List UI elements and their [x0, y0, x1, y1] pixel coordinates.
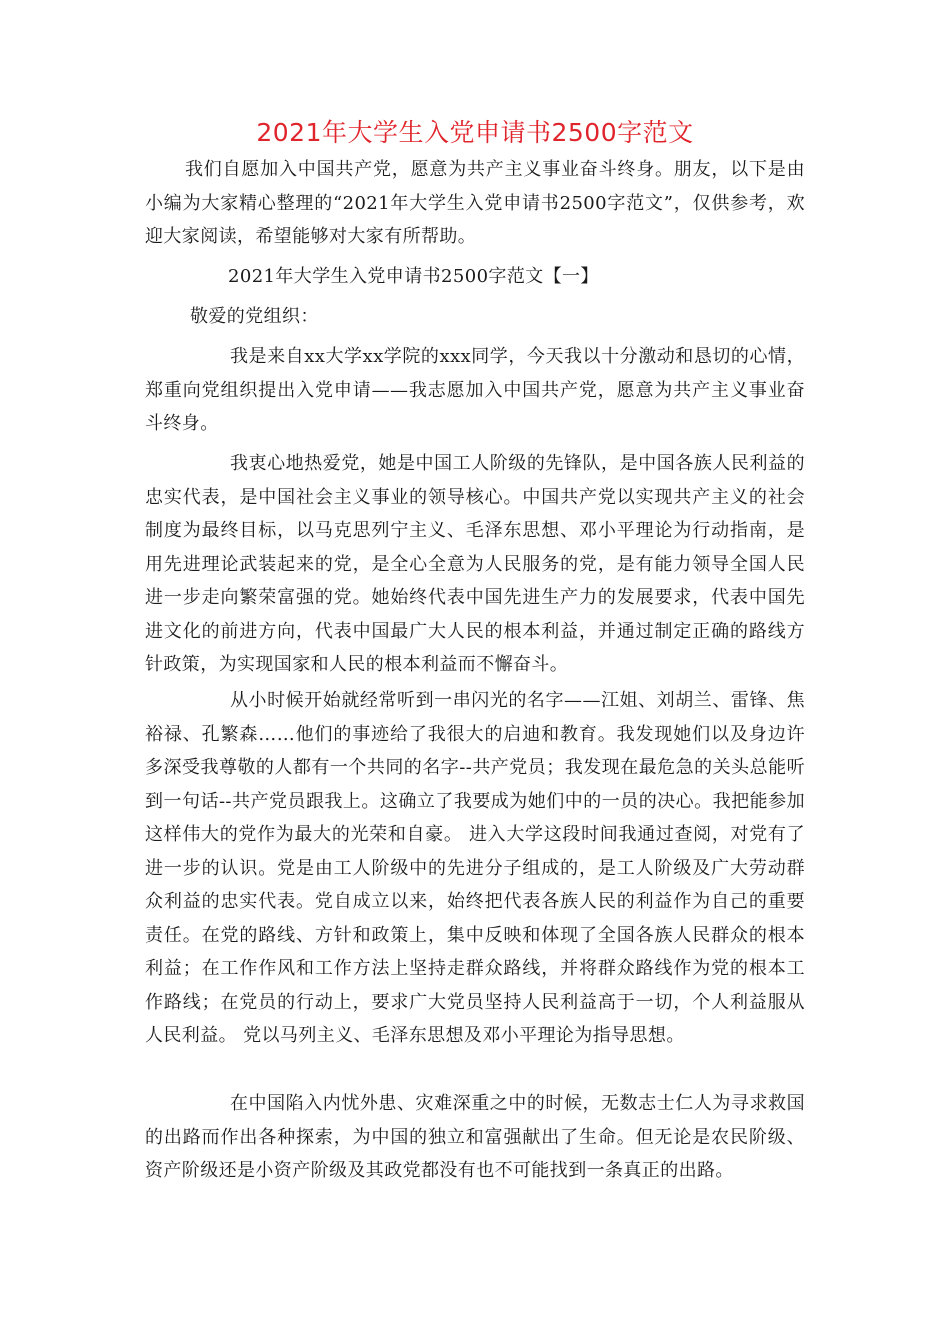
salutation: 敬爱的党组织： [190, 306, 319, 327]
section-heading: 2021年大学生入党申请书2500字范文【一】 [228, 266, 599, 287]
body-paragraph-4: 在中国陷入内忧外患、灾难深重之中的时候，无数志士仁人为寻求救国的出路而作出各种探索，为中国的独立和富强献出了生命。但无论是农民阶级、资产阶级还是小资产阶级及其政党都没有也不可能找到一条真正的出路。 [145, 1093, 805, 1181]
document-title: 2021年大学生入党申请书2500字范文 [256, 118, 694, 147]
body-paragraph-2: 我衷心地热爱党，她是中国工人阶级的先锋队，是中国各族人民利益的忠实代表，是中国社会主义事业的领导核心。中国共产党以实现共产主义的社会制度为最终目标，以马克思列宁主义、毛泽东思想、邓小平理论为行动指南，是用先进理论武装起来的党，是全心全意为人民服务的党，是有能力领导全国人民进一步走向繁荣富强的党。她始终代表中国先进生产力的发展要求，代表中国先进文化的前进方向，代表中国最广大人民的根本利益，并通过制定正确的路线方针政策，为实现国家和人民的根本利益而不懈奋斗。 [145, 453, 805, 675]
body-paragraph-1: 我是来自xx大学xx学院的xxx同学，今天我以十分激动和恳切的心情，郑重向党组织提出入党申请——我志愿加入中国共产党，愿意为共产主义事业奋斗终身。 [145, 346, 805, 434]
body-paragraph-3: 从小时候开始就经常听到一串闪光的名字——江姐、刘胡兰、雷锋、焦裕禄、孔繁森……他们的事迹给了我很大的启迪和教育。我发现她们以及身边许多深受我尊敬的人都有一个共同的名字--共产党员；我发现在最危急的关头总能听到一句话--共产党员跟我上。这确立了我要成为她们中的一员的决心。我把能参加这样伟大的党作为最大的光荣和自豪。 进入大学这段时间我通过查阅，对党有了进一步的认识。党是由工人阶级中的先进分子组成的，是工人阶级及广大劳动群众利益的忠实代表。党自成立以来，始终把代表各族人民的利益作为自己的重要责任。在党的路线、方针和政策上，集中反映和体现了全国各族人民群众的根本利益；在工作作风和工作方法上坚持走群众路线，并将群众路线作为党的根本工作路线；在党员的行动上，要求广大党员坚持人民利益高于一切，个人利益服从人民利益。 党以马列主义、毛泽东思想及邓小平理论为指导思想。 [145, 690, 805, 1046]
intro-paragraph: 我们自愿加入中国共产党，愿意为共产主义事业奋斗终身。朋友，以下是由小编为大家精心整理的“2021年大学生入党申请书2500字范文”，仅供参考，欢迎大家阅读，希望能够对大家有所帮助。 [145, 159, 805, 247]
